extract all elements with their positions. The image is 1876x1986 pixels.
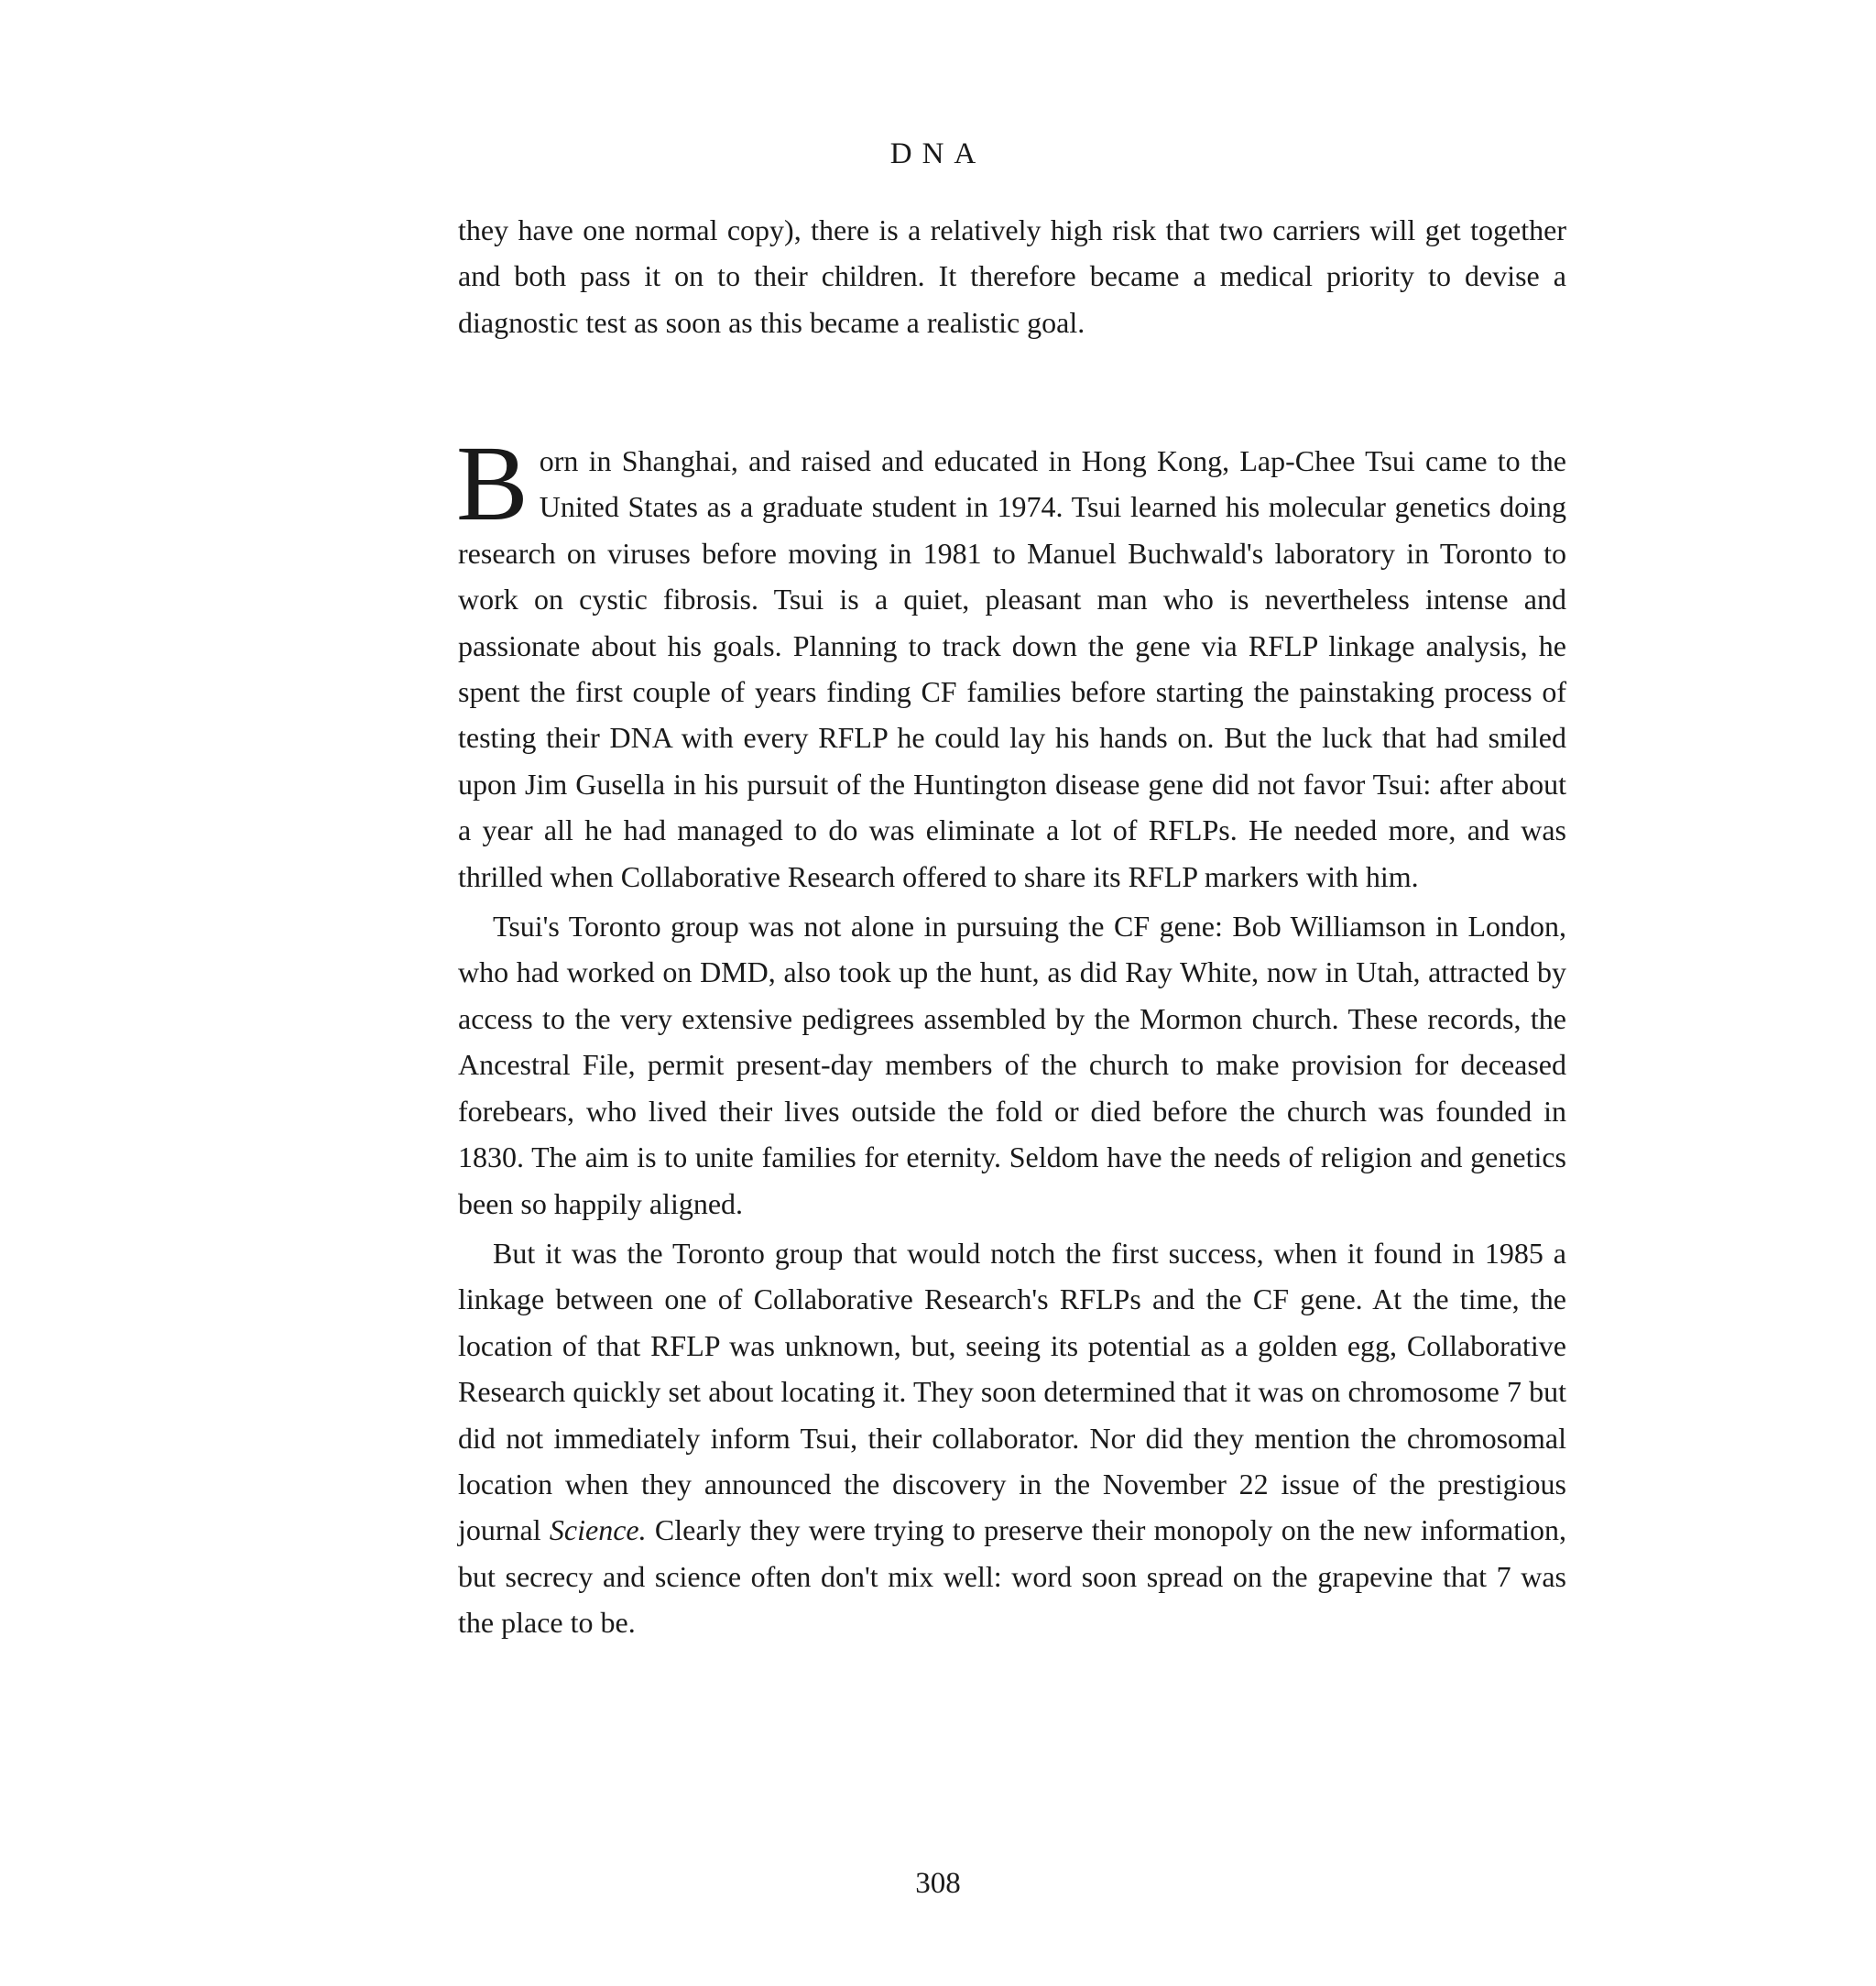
paragraph-3 xyxy=(458,1230,1566,1646)
continuation-paragraph: they have one normal copy), there is a relatively high risk that two carriers will get together and both pass it on to their children. It therefore became a medical priority to devise a diagnostic test as soon as this became a realistic goal. xyxy=(458,213,1566,339)
continuation-text xyxy=(458,207,1566,345)
section-body xyxy=(456,423,1567,1646)
paragraph-2: Tsui's Toronto group was not alone in pursuing the CF gene: Bob Williamson in London, who had worked on DMD, also took up the hunt, as did Ray White, now in Utah, attracted by access to the very extensive pedigrees assembled by the Mormon church. These records, the Ancestral File, permit present-day members of the church to make provision for deceased forebears, who lived their lives outside the fold or died before the church was founded in 1830. The aim is to unite families for eternity. Seldom have the needs of religion and genetics been so happily aligned. xyxy=(458,910,1566,1220)
paragraph-3-text-a: But it was the Toronto group that would notch the first success, when it found in 1985 a linkage between one of Collaborative Research's RFLPs and the CF gene. At the time, the location of that RFLP was unknown, but, seeing its potential as a golden egg, Collaborative Research quickly set about locating it. They soon determined that it was on chromosome 7 but did not immediately inform Tsui, their collaborator. Nor did they mention the chromosomal location when they announced the discovery in the November 22 issue of the prestigious journal xyxy=(458,1236,1566,1547)
page-number: 308 xyxy=(915,1867,961,1900)
paragraph-1 xyxy=(456,423,1566,900)
drop-cap: B xyxy=(456,423,529,543)
journal-title: Science. xyxy=(549,1513,647,1547)
paragraph-3-text-b: Clearly they were trying to preserve their monopoly on the new information, but secrecy and science often don't mix well: word soon spread on the grapevine that 7 was the place to be. xyxy=(458,1513,1567,1640)
paragraph-1-text: orn in Shanghai, and raised and educated in Hong Kong, Lap-Chee Tsui came to the United States as a graduate student in 1974. Tsui learned his molecular genetics doing research on viruses before moving in 1981 to Manuel Buchwald's laboratory in Toronto to work on cystic fibrosis. Tsui is a quiet, pleasant man who is nevertheless intense and passionate about his goals. Planning to track down the gene via RFLP linkage analysis, he spent the first couple of years finding CF families before starting the painstaking process of testing their DNA with every RFLP he could lay his hands on. But the luck that had smiled upon Jim Gusella in his pursuit of the Huntington disease gene did not favor Tsui: after about a year all he had managed to do was eliminate a lot of RFLPs. He needed more, and was thrilled when Collaborative Research offered to share its RFLP markers with him. xyxy=(458,444,1566,893)
running-head: DNA xyxy=(889,137,987,170)
